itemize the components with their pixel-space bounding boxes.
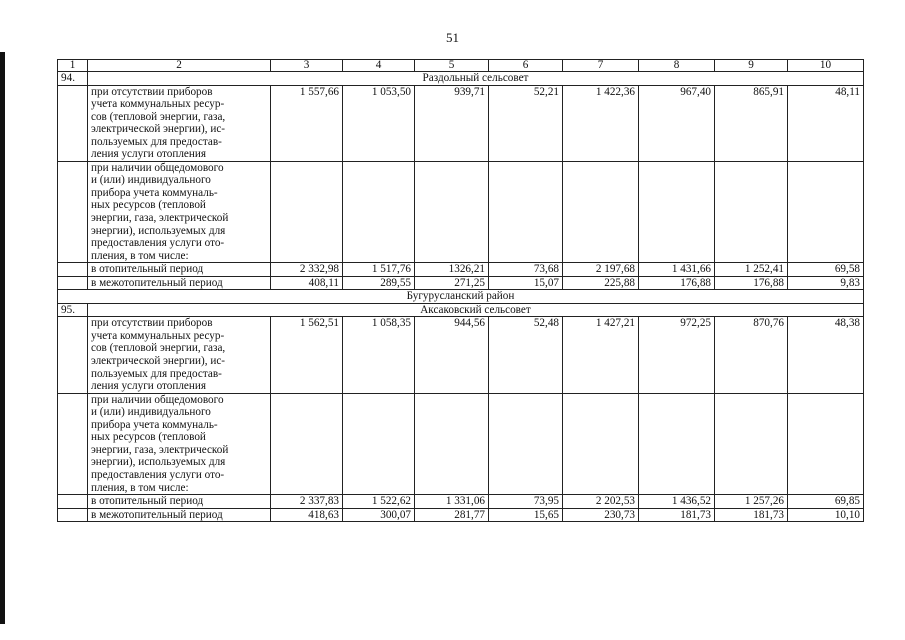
description-line: в отопительный период [91, 263, 204, 276]
value-cell-col-4: 300,07 [343, 508, 415, 522]
description-line: ления услуги отопления [91, 380, 207, 393]
row-number-cell [58, 161, 88, 262]
row-number-cell [58, 495, 88, 509]
description-line: ных ресурсов (тепловой [91, 199, 206, 212]
value-cell-col-8: 1 431,66 [639, 263, 715, 277]
description-line: и (или) индивидуального [91, 406, 211, 419]
row-description [88, 276, 271, 290]
value-cell-col-8 [639, 393, 715, 494]
row-number-cell [58, 276, 88, 290]
value-cell-col-10: 48,38 [788, 317, 864, 393]
entity-title: Аксаковский сельсовет [88, 303, 864, 317]
value-cell-col-6: 73,68 [489, 263, 563, 277]
value-cell-col-4: 1 053,50 [343, 85, 415, 161]
description-line: предоставления услуги ото- [91, 468, 225, 481]
value-cell-col-6 [489, 393, 563, 494]
value-cell-col-9: 1 252,41 [715, 263, 788, 277]
value-cell-col-7: 225,88 [563, 276, 639, 290]
value-cell-col-9: 870,76 [715, 317, 788, 393]
period-row [58, 263, 864, 277]
table-body [58, 60, 864, 522]
value-cell-col-10: 69,58 [788, 263, 864, 277]
value-cell-col-3: 2 332,98 [271, 263, 343, 277]
value-cell-col-4: 1 522,62 [343, 495, 415, 509]
description-line: пользуемых для предостав- [91, 367, 222, 380]
col-header-1: 1 [58, 60, 88, 72]
col-header-9: 9 [715, 60, 788, 72]
value-cell-col-7: 2 202,53 [563, 495, 639, 509]
row-description [88, 263, 271, 277]
value-cell-col-10: 48,11 [788, 85, 864, 161]
value-cell-col-7: 1 427,21 [563, 317, 639, 393]
value-cell-col-10: 69,85 [788, 495, 864, 509]
value-cell-col-10: 9,83 [788, 276, 864, 290]
description-line: учета коммунальных ресур- [91, 329, 225, 342]
value-cell-col-5 [415, 161, 489, 262]
value-cell-col-9 [715, 161, 788, 262]
value-cell-col-7 [563, 393, 639, 494]
description-line: прибора учета коммуналь- [91, 418, 218, 431]
value-cell-col-3 [271, 393, 343, 494]
page-number: 51 [446, 30, 459, 45]
value-cell-col-3: 1 562,51 [271, 317, 343, 393]
description-line: сов (тепловой энергии, газа, [91, 342, 226, 355]
description-line: пления, в том числе: [91, 249, 189, 262]
value-cell-col-5: 944,56 [415, 317, 489, 393]
value-cell-col-9: 181,73 [715, 508, 788, 522]
row-number-cell [58, 85, 88, 161]
row-number-cell [58, 263, 88, 277]
description-line: электрической энергии), ис- [91, 355, 226, 368]
col-header-5: 5 [415, 60, 489, 72]
description-line: прибора учета коммуналь- [91, 186, 218, 199]
value-cell-col-6: 52,21 [489, 85, 563, 161]
value-cell-col-9: 176,88 [715, 276, 788, 290]
binding-edge [0, 52, 5, 624]
row-number-cell [58, 317, 88, 393]
value-cell-col-5: 939,71 [415, 85, 489, 161]
value-cell-col-3: 418,63 [271, 508, 343, 522]
description-line: пления, в том числе: [91, 481, 189, 494]
value-cell-col-8: 176,88 [639, 276, 715, 290]
description-line: энергии), используемых для [91, 224, 226, 237]
value-cell-col-6 [489, 161, 563, 262]
value-cell-col-6: 52,48 [489, 317, 563, 393]
row-description [88, 317, 271, 393]
period-row [58, 495, 864, 509]
value-cell-col-4 [343, 161, 415, 262]
value-cell-col-9: 1 257,26 [715, 495, 788, 509]
value-cell-col-10 [788, 161, 864, 262]
description-line: сов (тепловой энергии, газа, [91, 110, 226, 123]
col-header-4: 4 [343, 60, 415, 72]
row-number-cell [58, 508, 88, 522]
value-cell-col-8 [639, 161, 715, 262]
period-row [58, 508, 864, 522]
value-cell-col-10: 10,10 [788, 508, 864, 522]
condition-row [58, 317, 864, 393]
value-cell-col-7: 230,73 [563, 508, 639, 522]
value-cell-col-4: 1 517,76 [343, 263, 415, 277]
col-header-6: 6 [489, 60, 563, 72]
value-cell-col-8: 967,40 [639, 85, 715, 161]
value-cell-col-7: 1 422,36 [563, 85, 639, 161]
description-line: энергии, газа, электрической [91, 443, 229, 456]
description-line: при наличии общедомового [91, 161, 224, 174]
value-cell-col-3: 2 337,83 [271, 495, 343, 509]
row-number-cell [58, 393, 88, 494]
value-cell-col-4 [343, 393, 415, 494]
value-cell-col-9 [715, 393, 788, 494]
value-cell-col-5: 1 331,06 [415, 495, 489, 509]
description-line: учета коммунальных ресур- [91, 98, 225, 111]
value-cell-col-8: 181,73 [639, 508, 715, 522]
value-cell-col-4: 289,55 [343, 276, 415, 290]
row-description [88, 85, 271, 161]
col-header-8: 8 [639, 60, 715, 72]
entity-row [58, 303, 864, 317]
description-line: и (или) индивидуального [91, 174, 211, 187]
condition-row [58, 85, 864, 161]
description-line: при наличии общедомового [91, 393, 224, 406]
description-line: ления услуги отопления [91, 148, 207, 161]
entity-title: Раздольный сельсовет [88, 72, 864, 86]
value-cell-col-6: 15,07 [489, 276, 563, 290]
value-cell-col-5: 271,25 [415, 276, 489, 290]
col-header-3: 3 [271, 60, 343, 72]
row-description [88, 161, 271, 262]
condition-row [58, 393, 864, 494]
description-line: энергии), используемых для [91, 456, 226, 469]
description-line: энергии, газа, электрической [91, 212, 229, 225]
description-line: в отопительный период [91, 495, 204, 508]
description-line: при отсутствии приборов [91, 85, 213, 98]
description-line: предоставления услуги ото- [91, 237, 225, 250]
value-cell-col-5: 281,77 [415, 508, 489, 522]
entity-number: 95. [58, 303, 88, 317]
description-line: в межотопительный период [91, 276, 223, 289]
col-header-10: 10 [788, 60, 864, 72]
value-cell-col-3 [271, 161, 343, 262]
period-row [58, 276, 864, 290]
description-line: ных ресурсов (тепловой [91, 431, 206, 444]
district-row [58, 290, 864, 304]
value-cell-col-7: 2 197,68 [563, 263, 639, 277]
description-line: в межотопительный период [91, 508, 223, 521]
tariff-table [57, 59, 864, 522]
value-cell-col-6: 15,65 [489, 508, 563, 522]
description-line: при отсутствии приборов [91, 317, 213, 330]
description-line: электрической энергии), ис- [91, 123, 226, 136]
value-cell-col-3: 408,11 [271, 276, 343, 290]
value-cell-col-8: 972,25 [639, 317, 715, 393]
value-cell-col-7 [563, 161, 639, 262]
header-row [58, 60, 864, 72]
value-cell-col-6: 73,95 [489, 495, 563, 509]
value-cell-col-10 [788, 393, 864, 494]
value-cell-col-9: 865,91 [715, 85, 788, 161]
value-cell-col-5: 1326,21 [415, 263, 489, 277]
condition-row [58, 161, 864, 262]
row-description [88, 508, 271, 522]
entity-number: 94. [58, 72, 88, 86]
district-title: Бугурусланский район [58, 290, 864, 304]
entity-row [58, 72, 864, 86]
description-line: пользуемых для предостав- [91, 135, 222, 148]
col-header-7: 7 [563, 60, 639, 72]
value-cell-col-4: 1 058,35 [343, 317, 415, 393]
value-cell-col-3: 1 557,66 [271, 85, 343, 161]
col-header-2: 2 [88, 60, 271, 72]
row-description [88, 495, 271, 509]
value-cell-col-5 [415, 393, 489, 494]
value-cell-col-8: 1 436,52 [639, 495, 715, 509]
row-description [88, 393, 271, 494]
